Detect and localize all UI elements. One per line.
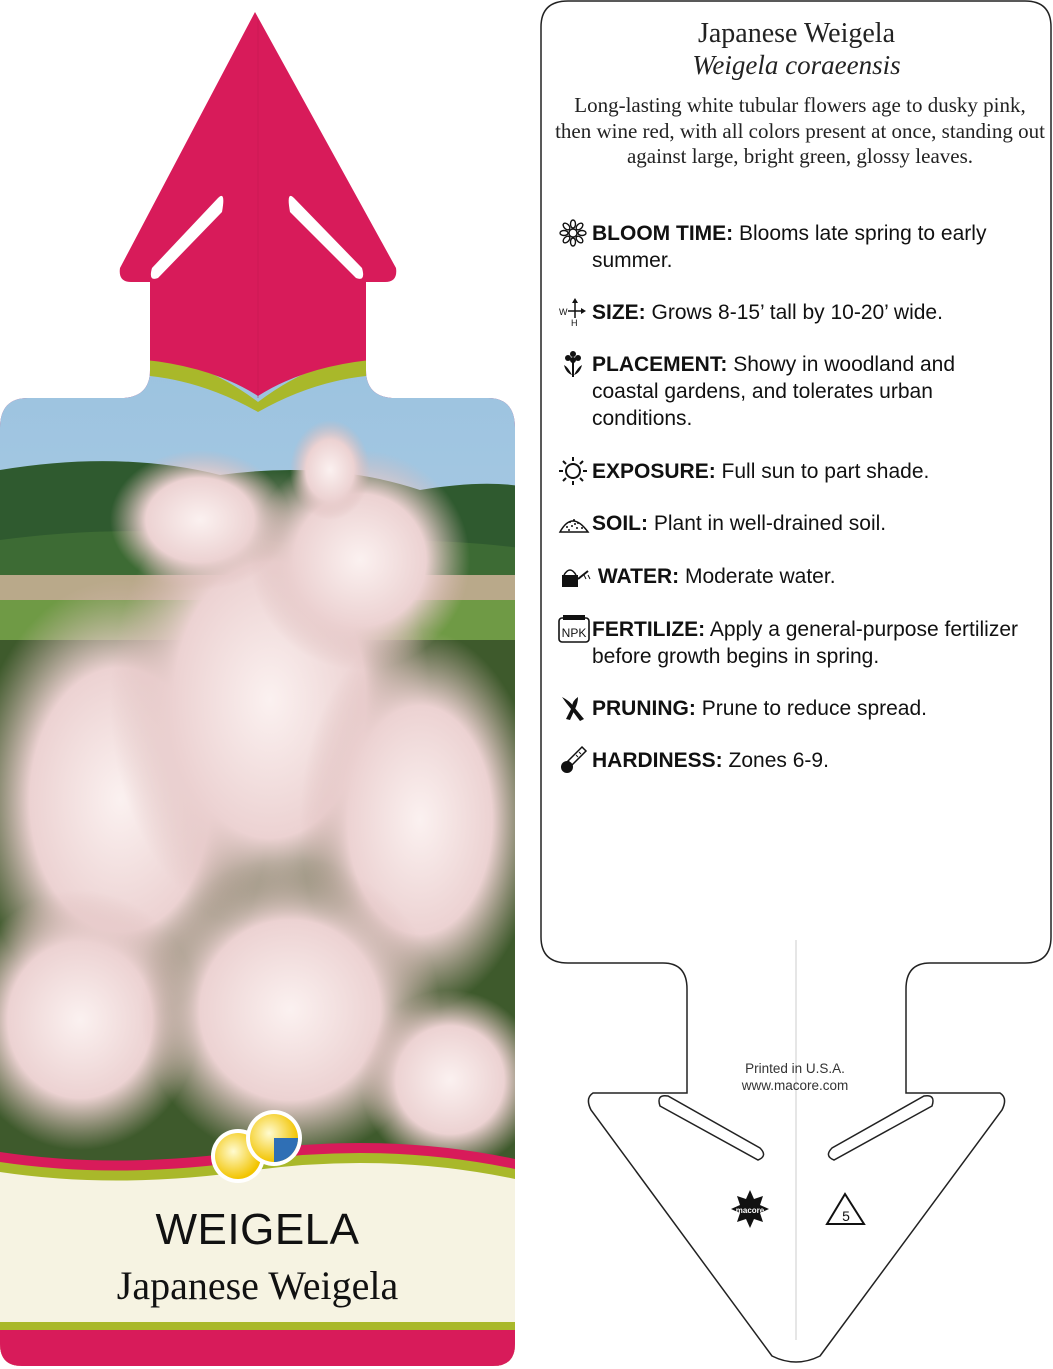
- printed-in-text: Printed in U.S.A.: [745, 1061, 845, 1076]
- watering-can-icon: [558, 561, 592, 591]
- care-text: Blooms late spring to early summer.: [592, 222, 987, 272]
- plant-photo: [0, 370, 540, 1180]
- care-text: Full sun to part shade.: [721, 460, 930, 483]
- sun-icon: [558, 456, 592, 486]
- care-text: Plant in well-drained soil.: [653, 512, 887, 535]
- care-text: Zones 6-9.: [728, 749, 829, 772]
- placement-icon: [558, 349, 592, 379]
- svg-text:W: W: [559, 307, 568, 317]
- back-title: Japanese Weigela: [697, 18, 896, 49]
- front-genus-name: WEIGELA: [155, 1205, 360, 1254]
- plant-description: Long-lasting white tubular flowers age to dusky pink, then wine red, with all colors present at once, standing out against large, bright green, glossy leaves.: [555, 93, 1045, 169]
- size-icon: [558, 297, 592, 327]
- care-row-bloom-time: [558, 220, 1028, 274]
- pruners-icon: [558, 693, 592, 723]
- care-label: FERTILIZE:: [592, 618, 706, 641]
- care-label: EXPOSURE:: [592, 460, 716, 483]
- care-label: SIZE:: [592, 301, 646, 324]
- care-row-size: [558, 299, 1028, 327]
- care-text: Showy in woodland and coastal gardens, and tolerates urban conditions.: [592, 353, 956, 430]
- care-row-exposure: [558, 458, 1028, 486]
- care-row-placement: [558, 351, 1028, 432]
- svg-text:5: 5: [842, 1208, 850, 1224]
- soil-icon: [558, 508, 592, 538]
- care-label: PLACEMENT:: [592, 353, 728, 376]
- care-label: PRUNING:: [592, 697, 696, 720]
- care-row-water: [558, 563, 1028, 591]
- care-text: Apply a general-purpose fertilizer before growth begins in spring.: [592, 618, 1019, 668]
- care-label: WATER:: [597, 565, 680, 588]
- npk-icon: [558, 614, 592, 644]
- care-label: SOIL:: [592, 512, 648, 535]
- svg-text:NPK: NPK: [561, 626, 587, 640]
- care-text: Prune to reduce spread.: [701, 697, 927, 720]
- care-text: Moderate water.: [684, 565, 836, 588]
- scientific-name: Weigela coraeensis: [692, 50, 901, 80]
- flower-icon: [558, 218, 592, 248]
- back-tag: [541, 1, 1051, 1362]
- thermometer-icon: [558, 745, 592, 775]
- svg-text:H: H: [571, 318, 578, 327]
- care-text: Grows 8-15’ tall by 10-20’ wide.: [651, 301, 943, 324]
- care-label: HARDINESS:: [592, 749, 723, 772]
- front-common-name: Japanese Weigela: [116, 1263, 399, 1308]
- svg-text:macore: macore: [735, 1206, 765, 1215]
- website-text: www.macore.com: [741, 1078, 849, 1093]
- care-label: BLOOM TIME:: [592, 222, 734, 245]
- care-row-soil: [558, 510, 1028, 538]
- care-row-fertilize: [558, 616, 1028, 670]
- care-row-hardiness: [558, 747, 1028, 775]
- care-row-pruning: [558, 695, 1028, 723]
